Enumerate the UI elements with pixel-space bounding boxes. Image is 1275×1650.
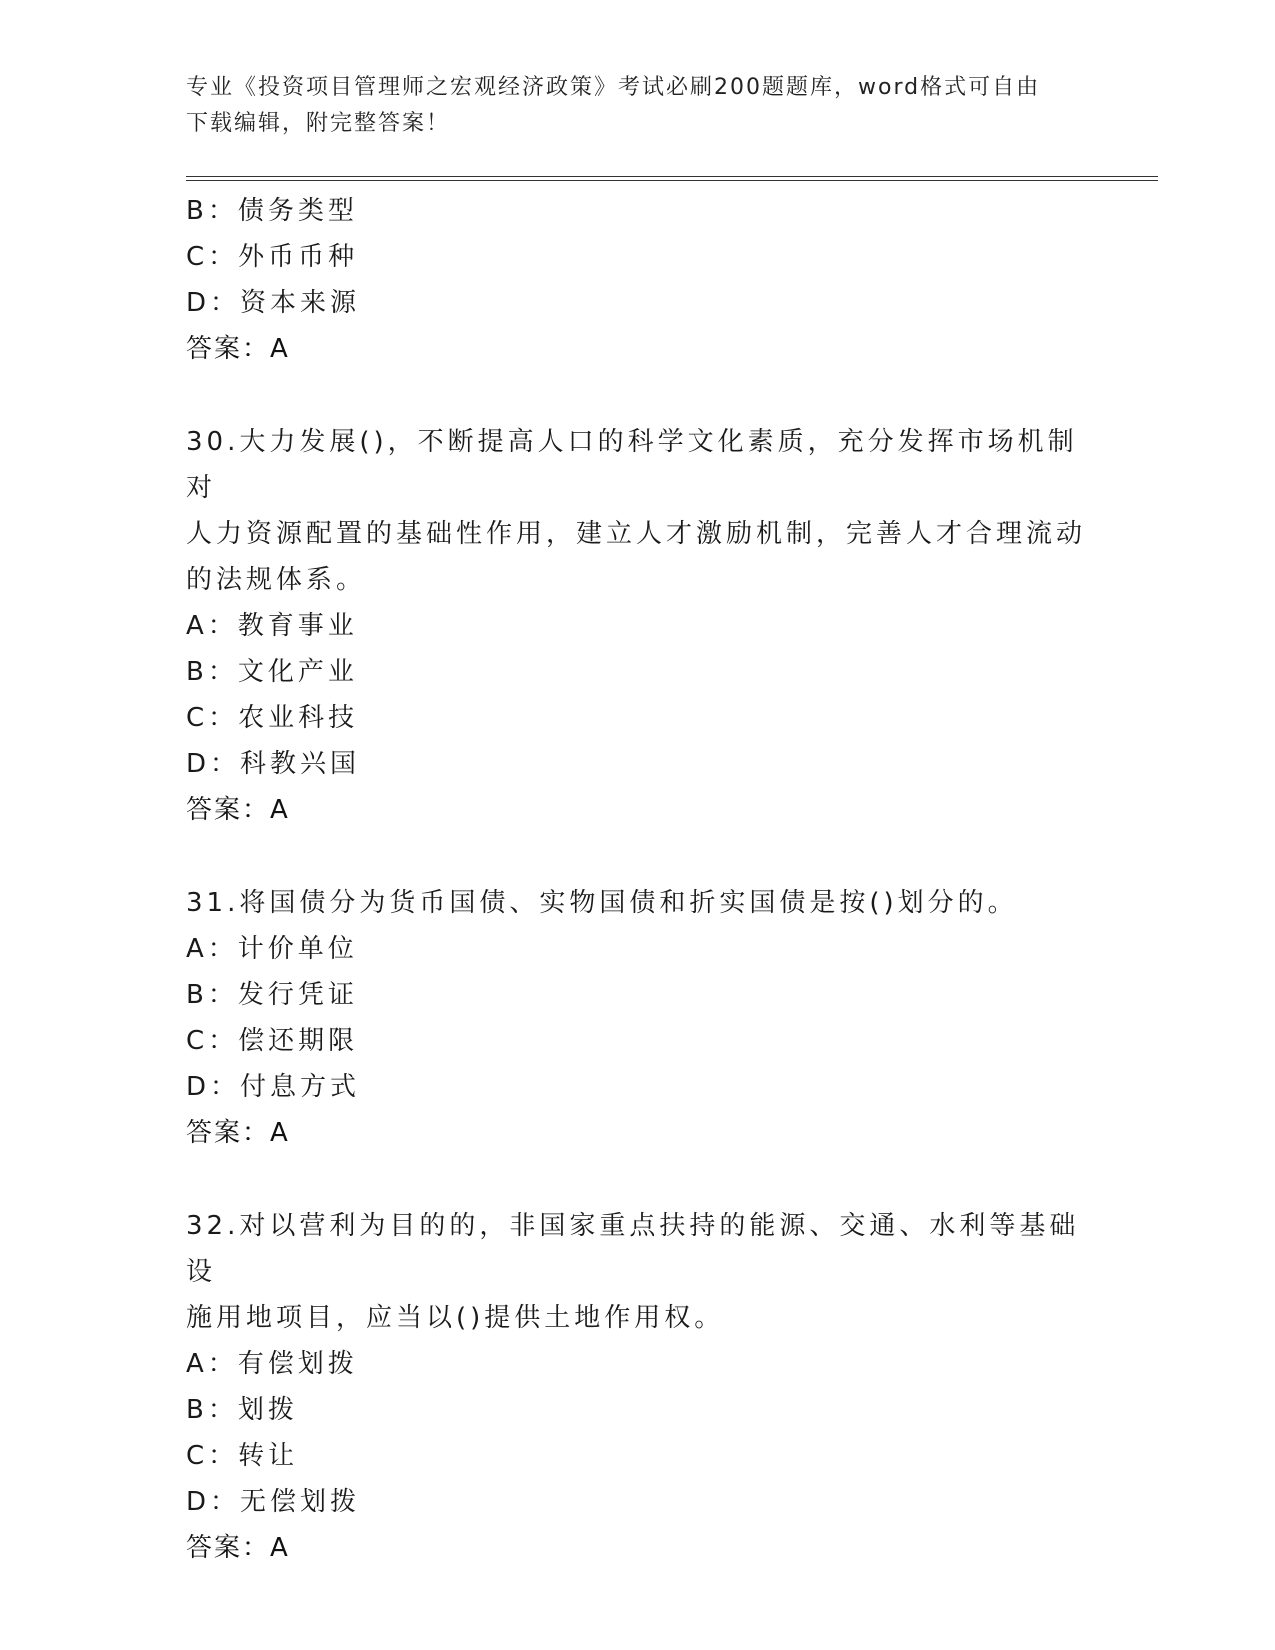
option-letter: B： bbox=[186, 196, 238, 226]
option-text: 转让 bbox=[238, 1441, 299, 1471]
option-line bbox=[186, 926, 1086, 972]
option-letter: A： bbox=[186, 934, 238, 964]
option-letter: C： bbox=[186, 242, 239, 272]
option-text: 付息方式 bbox=[240, 1072, 361, 1102]
answer-line: 答案：A bbox=[186, 795, 290, 825]
question-30 bbox=[186, 419, 1086, 833]
option-letter: D： bbox=[186, 288, 241, 318]
option-line bbox=[186, 234, 1086, 280]
question-31 bbox=[186, 880, 1086, 1156]
option-text: 文化产业 bbox=[237, 657, 358, 687]
question-32 bbox=[186, 1203, 1086, 1571]
option-letter: C： bbox=[186, 703, 239, 733]
option-line bbox=[186, 1018, 1086, 1064]
option-text: 债务类型 bbox=[237, 196, 358, 226]
option-letter: A： bbox=[186, 1349, 238, 1379]
option-text: 发行凭证 bbox=[237, 980, 358, 1010]
option-text: 有偿划拨 bbox=[237, 1349, 358, 1379]
option-line bbox=[186, 649, 1086, 695]
option-line bbox=[186, 188, 1086, 234]
answer-line: 答案：A bbox=[186, 1533, 290, 1563]
option-letter: A： bbox=[186, 611, 238, 641]
option-line bbox=[186, 1064, 1086, 1110]
document-content bbox=[186, 188, 1086, 1571]
carryover-block bbox=[186, 188, 1086, 372]
answer-line: 答案：A bbox=[186, 334, 290, 364]
option-text: 无偿划拨 bbox=[240, 1487, 361, 1517]
option-line bbox=[186, 1387, 1086, 1433]
option-line bbox=[186, 695, 1086, 741]
answer-line: 答案：A bbox=[186, 1118, 290, 1148]
option-text: 资本来源 bbox=[240, 288, 361, 318]
option-line bbox=[186, 741, 1086, 787]
option-line bbox=[186, 1479, 1086, 1525]
option-letter: D： bbox=[186, 1487, 241, 1517]
header-divider bbox=[186, 176, 1158, 181]
document-header: 专业《投资项目管理师之宏观经济政策》考试必刷200题题库，word格式可自由 下载编辑，附完整答案！ bbox=[186, 75, 1041, 136]
question-text: 31.将国债分为货币国债、实物国债和折实国债是按()划分的。 bbox=[186, 888, 1018, 918]
option-text: 计价单位 bbox=[237, 934, 358, 964]
option-line bbox=[186, 280, 1086, 326]
question-text: 30.大力发展()，不断提高人口的科学文化素质，充分发挥市场机制对 人力资源配置的基础性作用，建立人才激励机制，完善人才合理流动 的法规体系。 bbox=[186, 427, 1087, 595]
spacer bbox=[186, 833, 1086, 880]
option-letter: B： bbox=[186, 657, 238, 687]
question-text: 32.对以营利为目的的，非国家重点扶持的能源、交通、水利等基础设 施用地项目，应当以()提供土地作用权。 bbox=[186, 1211, 1080, 1333]
option-letter: C： bbox=[186, 1026, 239, 1056]
option-line bbox=[186, 972, 1086, 1018]
option-letter: B： bbox=[186, 980, 238, 1010]
option-text: 偿还期限 bbox=[238, 1026, 359, 1056]
option-letter: D： bbox=[186, 1072, 241, 1102]
option-line bbox=[186, 1341, 1086, 1387]
option-letter: D： bbox=[186, 749, 241, 779]
option-letter: B： bbox=[186, 1395, 238, 1425]
option-line bbox=[186, 1433, 1086, 1479]
spacer bbox=[186, 372, 1086, 419]
option-text: 教育事业 bbox=[237, 611, 358, 641]
option-text: 农业科技 bbox=[238, 703, 359, 733]
option-text: 划拨 bbox=[237, 1395, 298, 1425]
option-text: 外币币种 bbox=[238, 242, 359, 272]
option-line bbox=[186, 603, 1086, 649]
option-text: 科教兴国 bbox=[240, 749, 361, 779]
spacer bbox=[186, 1156, 1086, 1203]
option-letter: C： bbox=[186, 1441, 239, 1471]
